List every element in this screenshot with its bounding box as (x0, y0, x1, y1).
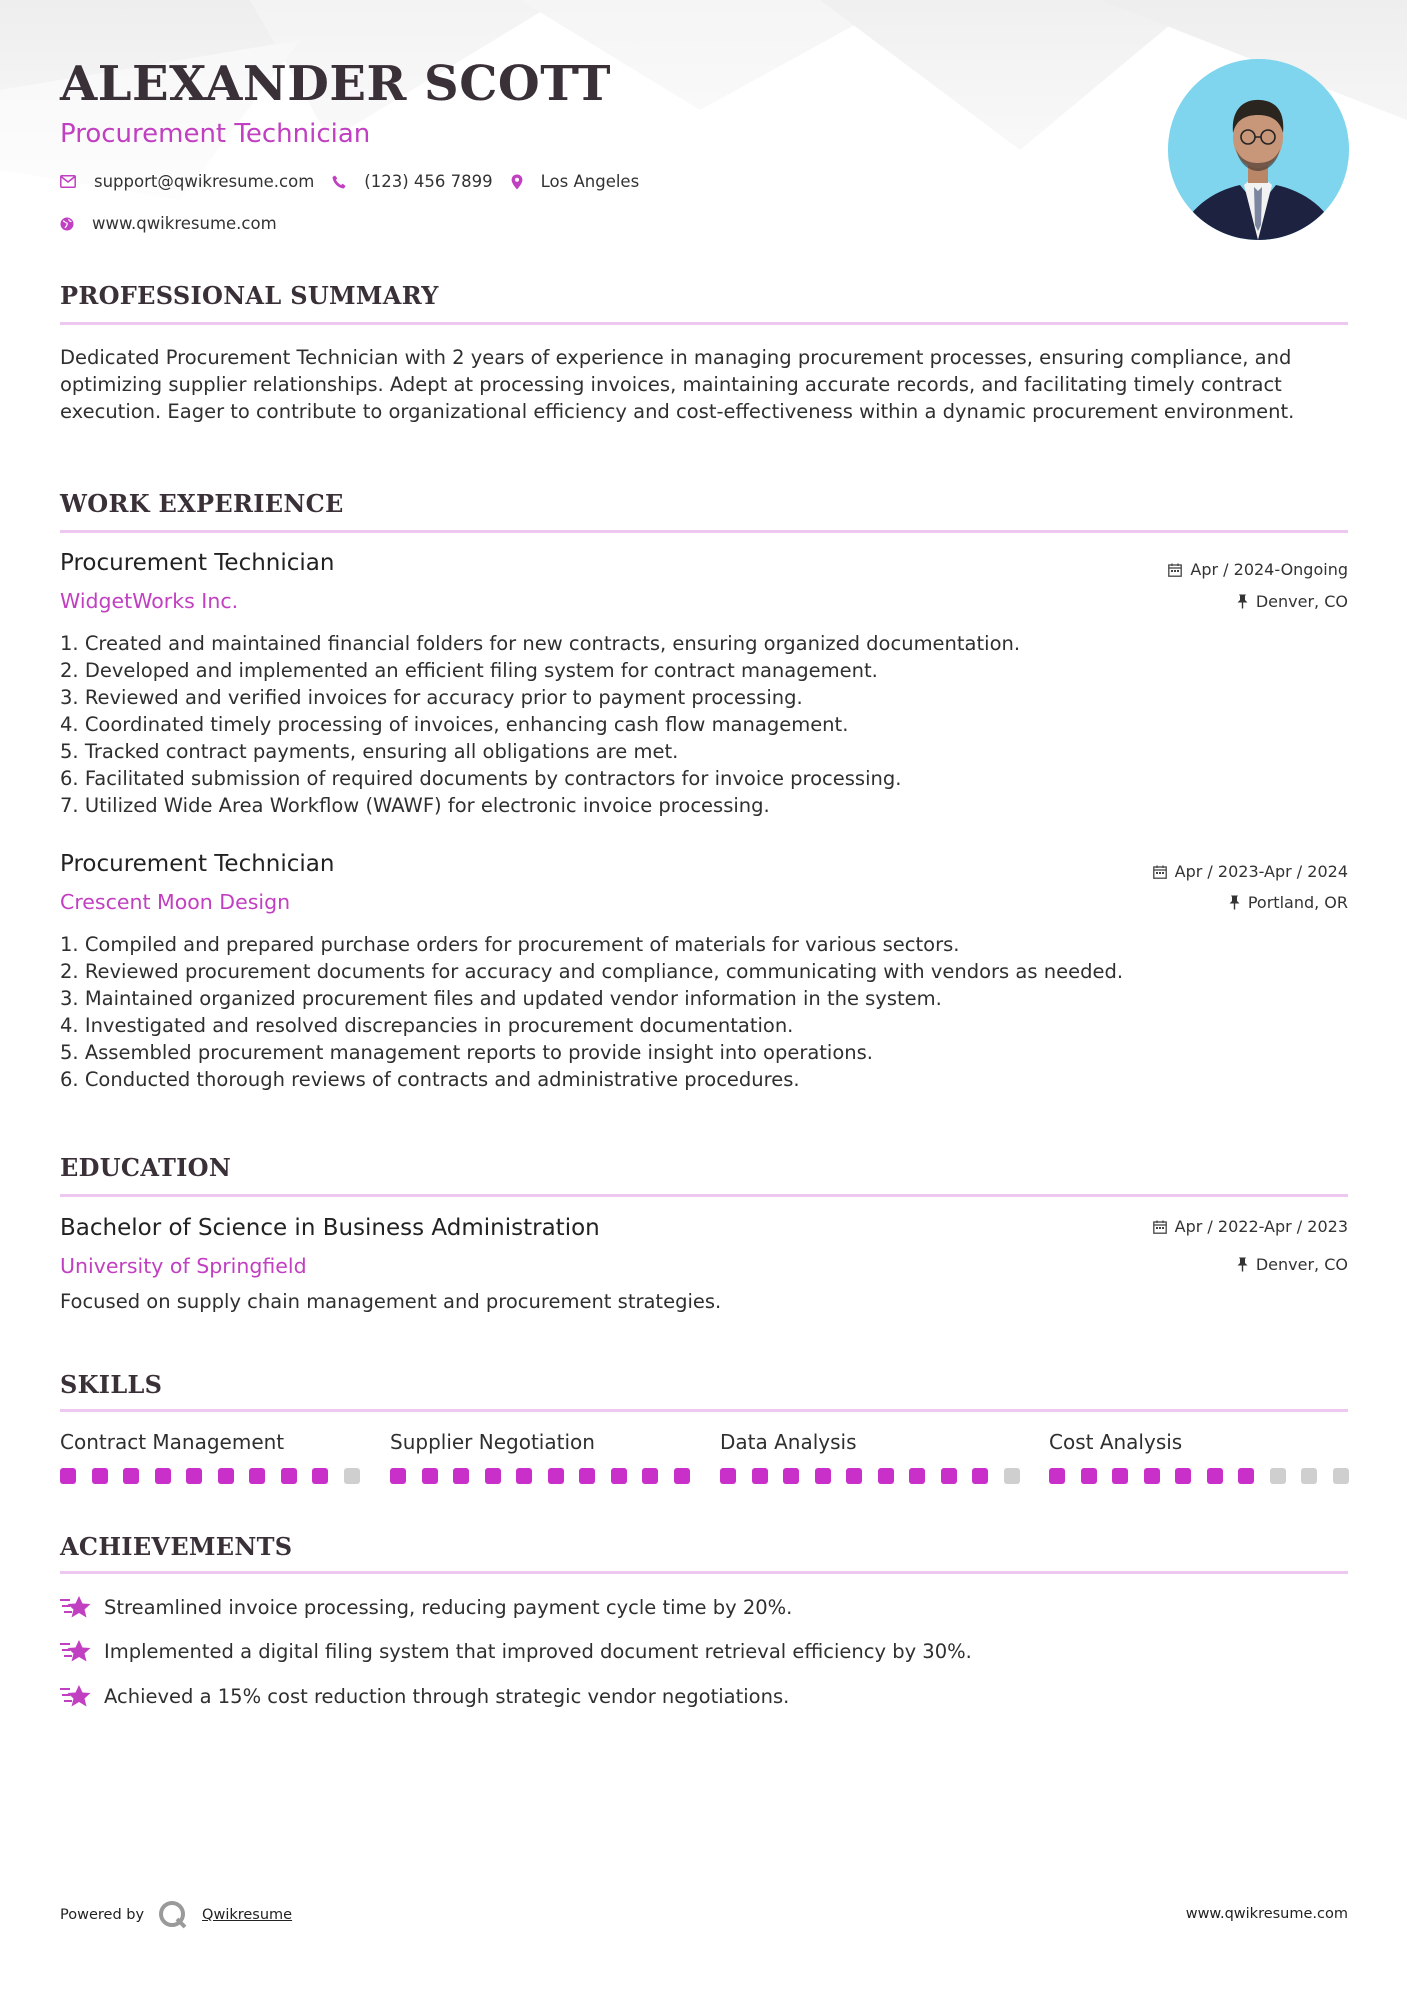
phone-text: (123) 456 7899 (364, 172, 493, 191)
skill-dot-filled (815, 1468, 831, 1484)
job-date (1168, 560, 1348, 579)
list-item: 6. Conducted thorough reviews of contracts and administrative procedures. (60, 1068, 800, 1091)
list-item: 3. Reviewed and verified invoices for accuracy prior to payment processing. (60, 686, 803, 709)
skill-dot-filled (1238, 1468, 1254, 1484)
job-company: Crescent Moon Design (60, 890, 291, 914)
job-date (1153, 862, 1348, 881)
skill-dot-filled (1081, 1468, 1097, 1484)
pushpin-icon (1237, 594, 1248, 609)
summary-text: Dedicated Procurement Technician with 2 years of experience in managing procurement processes, ensuring compliance, and optimizing supplier relationships. Adept at processing invoices, maintaining accurate records, and facilitating timely contract execution. Eager to contribute to organizational efficiency and cost-effectiveness within a dynamic procurement environment. (60, 346, 1295, 423)
education-date-text: Apr / 2022-Apr / 2023 (1174, 1217, 1348, 1236)
skill-item (720, 1430, 1020, 1458)
skill-dot-empty (1004, 1468, 1020, 1484)
skill-level-dots (1049, 1468, 1349, 1484)
skill-dot-filled (642, 1468, 658, 1484)
list-item: 6. Facilitated submission of required documents by contractors for invoice processing. (60, 767, 902, 790)
map-pin-icon (511, 174, 523, 190)
skill-dot-filled (281, 1468, 297, 1484)
job-date-text: Apr / 2024-Ongoing (1190, 560, 1348, 579)
skill-dot-filled (60, 1468, 76, 1484)
contact-phone[interactable] (332, 172, 492, 191)
skill-dot-filled (611, 1468, 627, 1484)
website-text: www.qwikresume.com (92, 214, 277, 233)
calendar-icon (1168, 563, 1182, 577)
pushpin-icon (1237, 1257, 1248, 1272)
list-item: 1. Created and maintained financial folders for new contracts, ensuring organized documentation. (60, 632, 1021, 655)
candidate-name: ALEXANDER SCOTT (60, 56, 611, 112)
job-company: WidgetWorks Inc. (60, 589, 239, 613)
contact-email[interactable] (60, 172, 314, 191)
list-item: 2. Developed and implemented an efficient filing system for contract management. (60, 659, 878, 682)
location-text: Los Angeles (540, 172, 640, 191)
skill-level-dots (390, 1468, 690, 1484)
skill-dot-empty (344, 1468, 360, 1484)
skill-dot-filled (1049, 1468, 1065, 1484)
calendar-icon (1153, 865, 1167, 879)
job-date-text: Apr / 2023-Apr / 2024 (1174, 862, 1348, 881)
list-item: 5. Assembled procurement management reports to provide insight into operations. (60, 1041, 874, 1064)
skill-dot-filled (186, 1468, 202, 1484)
education-school: University of Springfield (60, 1254, 307, 1278)
skill-dot-filled (579, 1468, 595, 1484)
skill-dot-filled (1175, 1468, 1191, 1484)
list-item: 3. Maintained organized procurement files and updated vendor information in the system. (60, 987, 942, 1010)
skill-dot-empty (1270, 1468, 1286, 1484)
skill-level-dots (720, 1468, 1020, 1484)
skill-dot-empty (1301, 1468, 1317, 1484)
skill-dot-filled (720, 1468, 736, 1484)
education-description: Focused on supply chain management and procurement strategies. (60, 1290, 722, 1313)
job-location-text: Denver, CO (1255, 592, 1348, 611)
skill-dot-filled (155, 1468, 171, 1484)
skill-dot-filled (453, 1468, 469, 1484)
job-title: Procurement Technician (60, 851, 335, 877)
skill-dot-filled (1144, 1468, 1160, 1484)
list-item: 2. Reviewed procurement documents for accuracy and compliance, communicating with vendors as needed. (60, 960, 1124, 983)
achievement-text: Streamlined invoice processing, reducing payment cycle time by 20%. (104, 1595, 793, 1619)
skill-dot-filled (674, 1468, 690, 1484)
job-bullets (60, 931, 1350, 1093)
pushpin-icon (1229, 895, 1240, 910)
skill-dot-empty (1333, 1468, 1349, 1484)
profile-photo-image (1168, 59, 1349, 240)
list-item: 7. Utilized Wide Area Workflow (WAWF) for electronic invoice processing. (60, 794, 770, 817)
shooting-star-icon (60, 1594, 92, 1620)
skill-item (60, 1430, 360, 1458)
qwikresume-link[interactable]: Qwikresume (202, 1907, 293, 1923)
calendar-icon (1153, 1220, 1167, 1234)
job-location-text: Portland, OR (1247, 893, 1348, 912)
skill-dot-filled (1207, 1468, 1223, 1484)
skill-dot-filled (846, 1468, 862, 1484)
contact-row-website (60, 214, 295, 233)
skill-dot-filled (1112, 1468, 1128, 1484)
skill-dot-filled (218, 1468, 234, 1484)
achievement-item (60, 1594, 792, 1620)
skill-dot-filled (941, 1468, 957, 1484)
education-location (1237, 1255, 1348, 1274)
globe-icon (60, 217, 74, 231)
achievement-item (60, 1638, 972, 1664)
skill-dot-filled (485, 1468, 501, 1484)
contact-website[interactable] (60, 214, 277, 233)
achievement-text: Implemented a digital filing system that improved document retrieval efficiency by 30%. (104, 1639, 972, 1663)
skill-level-dots (60, 1468, 360, 1484)
section-title-achievements: ACHIEVEMENTS (60, 1532, 293, 1561)
footer-website-link[interactable]: www.qwikresume.com (1185, 1906, 1348, 1922)
profile-photo (1168, 59, 1349, 240)
shooting-star-icon (60, 1638, 92, 1664)
section-title-experience: WORK EXPERIENCE (60, 489, 344, 518)
contact-row (60, 172, 657, 191)
list-item: 4. Coordinated timely processing of invoices, enhancing cash flow management. (60, 713, 849, 736)
email-text: support@qwikresume.com (94, 172, 315, 191)
phone-icon (332, 175, 346, 189)
skill-dot-filled (312, 1468, 328, 1484)
skill-dot-filled (249, 1468, 265, 1484)
skill-dot-filled (972, 1468, 988, 1484)
skill-name: Data Analysis (720, 1430, 857, 1454)
list-item: 1. Compiled and prepared purchase orders for procurement of materials for various sectors. (60, 933, 960, 956)
skill-dot-filled (548, 1468, 564, 1484)
skill-dot-filled (909, 1468, 925, 1484)
section-divider (60, 1194, 1348, 1197)
skill-dot-filled (516, 1468, 532, 1484)
qwikresume-logo-icon (158, 1900, 188, 1930)
section-title-education: EDUCATION (60, 1153, 232, 1182)
skill-dot-filled (390, 1468, 406, 1484)
education-degree: Bachelor of Science in Business Administration (60, 1215, 600, 1241)
skill-name: Cost Analysis (1049, 1430, 1183, 1454)
section-title-skills: SKILLS (60, 1370, 163, 1399)
achievement-text: Achieved a 15% cost reduction through strategic vendor negotiations. (104, 1684, 790, 1708)
skill-name: Supplier Negotiation (390, 1430, 595, 1454)
section-title-summary: PROFESSIONAL SUMMARY (60, 281, 439, 310)
skill-dot-filled (422, 1468, 438, 1484)
education-location-text: Denver, CO (1255, 1255, 1348, 1274)
section-divider (60, 1409, 1348, 1412)
footer-powered-by (60, 1900, 292, 1930)
candidate-title: Procurement Technician (60, 119, 371, 149)
section-divider (60, 1571, 1348, 1574)
shooting-star-icon (60, 1683, 92, 1709)
list-item: 5. Tracked contract payments, ensuring all obligations are met. (60, 740, 679, 763)
achievement-item (60, 1683, 789, 1709)
skill-item (390, 1430, 690, 1458)
job-title: Procurement Technician (60, 550, 335, 576)
skill-dot-filled (752, 1468, 768, 1484)
list-item: 4. Investigated and resolved discrepancies in procurement documentation. (60, 1014, 794, 1037)
education-date (1153, 1217, 1348, 1236)
job-location (1229, 893, 1348, 912)
envelope-icon (60, 175, 76, 188)
job-location (1237, 592, 1348, 611)
skill-name: Contract Management (60, 1430, 285, 1454)
skill-dot-filled (878, 1468, 894, 1484)
section-divider (60, 322, 1348, 325)
skill-dot-filled (92, 1468, 108, 1484)
contact-location (511, 172, 640, 191)
job-bullets (60, 630, 1350, 819)
section-divider (60, 530, 1348, 533)
powered-by-label: Powered by (60, 1907, 145, 1923)
skill-item (1049, 1430, 1349, 1458)
skill-dot-filled (783, 1468, 799, 1484)
skill-dot-filled (123, 1468, 139, 1484)
